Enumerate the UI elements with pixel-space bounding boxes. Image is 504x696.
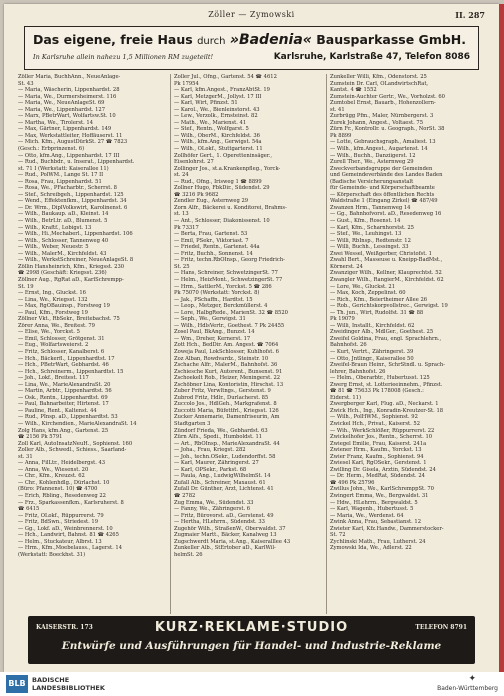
directory-entry: St. 43 <box>18 80 34 87</box>
directory-entry: — Max, RgOBauinsp., Forstweg 19 <box>18 303 110 310</box>
directory-entry: — Rud., PInsp. aD., Lippenhardtst. 53 <box>18 414 118 421</box>
directory-entry: Zufall Alb., Schreiner, Maxaust. 61 <box>174 479 266 486</box>
directory-entry: — Paula, Ang., LudwigWilhelmSt. 14 <box>174 473 271 480</box>
directory-entry: Zwickel Hch., Privat., Kaiserst. 52 <box>330 420 421 427</box>
directory-entry: Zoz Alban, Rowdvardz., Steinstr. 10 <box>174 355 269 362</box>
directory-entry: — Wilh., Baukaup. aD., Kleinst. 14 <box>18 211 109 218</box>
directory-entry: — Wilh., kfm.Angest., Augartenst. 14 <box>330 146 428 153</box>
directory-entry: — Hertha, HLehrrn., Südendst. 33 <box>174 519 265 526</box>
ad-bottom-title: KURZ·REKLAME·STUDIO <box>154 620 349 635</box>
directory-entry: Zymowski Ida, We., Adlerst. 22 <box>330 545 412 552</box>
directory-entry: Zweckverbandsgruppe der Gemeinden <box>330 165 433 172</box>
directory-entry: — Dr. Herm., MedRat, Südendst. 24 <box>330 473 425 480</box>
directory-entry: Zweifel Goldina, Frau, engl. Sprachlehrn., <box>330 335 442 342</box>
directory-entry: (Badische Versicherungsanstalt <box>330 178 414 185</box>
directory-entry: — Martin, Arbtr., Lippenhardtst. 56 <box>18 388 112 395</box>
directory-entry: ☎ 3216 Pk 9682 <box>174 191 219 198</box>
directory-entry: Zöller Maria, BuchhAnn., NeueAnlage- <box>18 74 121 80</box>
ad-brand: »Badenia« <box>229 32 312 48</box>
directory-entry: Zoller Jul., Ofng., Gartenst. 54 ☎ 4612 <box>174 74 277 80</box>
blb-logo[interactable]: BLB <box>6 675 28 693</box>
directory-entry: st. 41 <box>330 106 345 113</box>
page-header-title: Zöller — Zymowski <box>208 10 295 19</box>
page-header <box>18 10 485 22</box>
directory-entry: Zöllin Hansheinrich, Kfm., Kriegsst. 230 <box>18 263 125 270</box>
directory-entry: — Lore, We., Gluckst. 21 <box>330 283 396 290</box>
directory-entry: Zosel Paul, BkAng., Bunzst. 14 <box>174 329 255 336</box>
directory-entry: Zöllner Aug., RgRat aD., KarlSchrempp- <box>18 276 124 283</box>
directory-entry: — Maria, Wäscherin, Lippenhardst. 28 <box>18 87 120 94</box>
directory-entry: Zwier Franz, Kaufm., Sophienst. 94 <box>330 453 424 460</box>
directory-entry: — Wm., Dreher, Kernerst. 17 <box>174 335 251 342</box>
directory-entry: — Maria, We., Lippenhardst. 127 <box>18 106 106 113</box>
directory-entry: Zumtobel Ernst, Bauarb., Hohenzollern- <box>330 100 436 107</box>
directory-entry: — Math., We., Marienst. 41 <box>174 119 247 126</box>
directory-entry: Zwiener Hrm., Kaufm., Yorckst. 13 <box>330 447 422 454</box>
library-name-line-1: BADISCHE <box>32 676 70 684</box>
ad-subline: In Karlsruhe allein nahezu 1,5 Millionen RM zugeteilt! <box>33 53 214 61</box>
ad-bottom-address: KAISERSTR. 173 <box>36 624 93 631</box>
directory-entry: Zündorf Frieda, We., Gebhardst. 63 <box>174 427 268 434</box>
directory-entry: — Chr., Kohlenhdlg., Dürlachst. 10 <box>18 479 110 486</box>
directory-entry: — Karol., We., Bienleinstorst. 43 <box>174 106 260 113</box>
kurz-reklame-advertisement <box>28 616 475 664</box>
directory-entry: Eiderst. 11) <box>330 394 361 401</box>
directory-entry: — Kurt, Vertrt., Zähringerst. 39 <box>330 348 414 355</box>
directory-entry: für Gemeinde- und Körperschaftbeamte <box>330 185 435 192</box>
directory-entry: Zwahl Bert., Masseuse u. Kneipp-BadMst., <box>330 257 443 264</box>
directory-entry: — Maria, We., Durmersheimerst. 116 <box>18 93 117 100</box>
directory-entry: — Max, Koch, Zeppelinst. 60 <box>330 290 406 297</box>
directory-entry: — Lina, We., MarieAlexandraSt. 20 <box>18 381 111 388</box>
directory-entry: Zwanziger Wilh., Kellner, Klauprechtst. 52 <box>330 270 442 277</box>
directory-entry: — Paul, Kfm., Forstweg 19 <box>18 309 88 316</box>
directory-entry: — Hch., Bäckerfl., Lippenhardtst. 17 <box>18 355 115 362</box>
directory-column-3 <box>330 74 479 614</box>
directory-entry: Zollhöfer Gert., 1. Operetteninsäger., <box>174 152 273 159</box>
directory-entry: Zürn Fr., Kontrollr. u. Geograph., NorSt. 38 <box>330 126 445 133</box>
directory-entry: — Stef., Schreibgeh., Lippenhardst. 125 <box>18 191 124 198</box>
directory-entry: und Gemeindeverbände des Landes Baden <box>330 172 443 179</box>
directory-entry: Pk 73317 <box>174 224 199 231</box>
directory-entry: Zendler Eug., Asternweg 29 <box>174 198 249 205</box>
directory-entry: (Werkstatt: Boeckhst. 31) <box>18 551 86 558</box>
directory-entry: Zug Emma, We., Südendst. 33 <box>174 499 254 506</box>
directory-entry: Zschöbner Lina, Kontoristin, Hirschst. 13 <box>174 381 284 388</box>
directory-entry: Zürn Alfs., Spedi., Humboldst. 11 <box>174 434 263 441</box>
directory-entry: Zwangler Wilh., RangierM., Kirchfeldst. 62 <box>330 276 444 283</box>
directory-entry: — Otto, kfm.Ang., Lippenhardst. 17 III <box>18 152 120 159</box>
directory-entry: — Rob., Gerichtskorpvollstrec., Gerwigst. 19 <box>330 303 448 310</box>
directory-entry: — Osk., Rentn., Lippenhardtst. 69 <box>18 394 108 401</box>
directory-entry: — Karl, Maurer, Zähringerst. 27 <box>174 460 259 467</box>
directory-entry: st. 13 <box>174 211 189 218</box>
ad-headline-post: Bausparkasse GmbH. <box>316 32 466 47</box>
badenia-advertisement <box>24 26 479 70</box>
directory-entry: — Rud., Ofng., Irisweg 1 ☎ 8899 <box>174 178 262 185</box>
directory-entry: Stadtgarten 3 <box>174 420 211 427</box>
directory-entry: — Mich. Kfm., AugustDürkSt. 27 ☎ 7823 <box>18 139 128 146</box>
ad-bottom-tagline: Entwürfe und Ausführungen für Handel- und Industrie-Reklame <box>61 640 442 652</box>
directory-entry: Zuccolo Jos., HdlGeh., Markgrafenst. 8 <box>174 401 277 408</box>
directory-entry: helmSt. 26 <box>174 551 203 558</box>
directory-entry: — Wilh., PolHWM., Sophienst. 92 <box>330 414 418 421</box>
directory-entry: ☎ 496 Pk 25796 <box>330 479 375 486</box>
directory-entry: Zorn Alfr., Bäckerei u. Konditorei, Brahms- <box>174 204 287 211</box>
directory-entry: ☎ 2998 (Geschäft: Kriegsst. 236) <box>18 270 107 277</box>
directory-entry: Zwickelhofer Jos., Rentn., Scherrst. 10 <box>330 434 433 441</box>
page-number: II. 287 <box>455 10 485 20</box>
directory-entry: — Chr., Kfm., Kreuzst. 62 <box>18 473 85 480</box>
library-footer-bar <box>0 672 504 696</box>
directory-entry: Zwick Hch., Ing., Konradin-Kreutzer-St. 18 <box>330 407 444 414</box>
directory-entry: — Hrm., SattlerM., Yorckst. 5 ☎ 286 <box>174 283 272 290</box>
directory-entry: — Wilh., BetrLtr. aD., Blumenst. 5 <box>18 218 108 225</box>
directory-entry: — Rich., Kfm., Beiertheimer Allee 26 <box>330 296 428 303</box>
directory-entry: — Körperschaft des öffentlichen Rechts <box>330 191 435 198</box>
directory-entry: St. 72 <box>330 532 346 539</box>
directory-entry: — Erich, Rbling., Resedenweg 22 <box>18 493 106 499</box>
directory-entry: — Hch., PBetrWart, Gebhardst. 46 <box>18 362 109 369</box>
directory-entry: — Wilh., OLokf., Stuttgarterst. 11 <box>174 146 263 153</box>
directory-entry: — Friedel, Rentn., Gartenst. 44a <box>174 244 260 251</box>
directory-entry: Zott Hch., BedDir. Am. Angest. ☎ 7064 <box>174 342 279 349</box>
directory-entry: Zoller Alb., Schwedl., Schiess., Saarland- <box>18 447 127 454</box>
directory-entry: — Gust., Kfm., Rosenst. 14 <box>330 218 401 225</box>
directory-entry: Pk 19079 <box>330 316 355 323</box>
directory-entry: — Gg., Lokf. aD., Weinbrennerst. 10 <box>18 525 113 532</box>
directory-entry: — Wilh., MalerM., Kirchfeldst. 43 <box>18 250 107 257</box>
directory-entry: Zschiesche Kurt, Autorent., Bunsenst. 91 <box>174 368 283 375</box>
directory-entry: Zwink Anna, Frau, Sebastianst. 12 <box>330 519 421 526</box>
directory-entry: — Wilh., WerkstSchreiner, NeueAnlageSt. 8 <box>18 257 134 264</box>
directory-entry: Zwergberger Karl, Flug. aD., Neckarst. 1 <box>330 401 439 408</box>
directory-entry: Waldstraße 1 (Eingang Zirkel) ☎ 487/49 <box>330 198 438 205</box>
directory-entry: — Pauline, Rent., Kaltenst. 44 <box>18 407 97 414</box>
directory-entry: — Ant., Schlosser, Diakonissenst. 10 <box>174 218 270 225</box>
directory-entry: — Maria, We., NeueAnlageSt. 69 <box>18 100 105 107</box>
directory-entry: Zychlinski Math., Frau, Lutherst. 24 <box>330 538 426 545</box>
directory-entry: — Max, Gärtner, Lippenhardst. 149 <box>18 126 112 133</box>
directory-entry: — Elise, We., Yorckst. 5 <box>18 329 80 336</box>
column-divider <box>326 74 327 614</box>
directory-entry: — Fritz, techn.RbOInsp., Georg Friedrich- <box>174 257 285 264</box>
directory-entry: — Berta, Frau, Gartenst. 53 <box>174 231 248 238</box>
directory-entry: Zufall Dr. Günther, Arzt, Lichtenst. 41 <box>174 486 274 493</box>
directory-entry: — Wilh., OberM., Kirchfeldst. 36 <box>174 132 260 139</box>
directory-columns <box>16 74 487 614</box>
directory-entry: — Willi, Buchh., Lessingst. 33 <box>330 244 409 251</box>
directory-entry: — Karl, Wagenb., Hubertusst. 5 <box>330 506 414 513</box>
directory-entry: — Wilh., Hi.,Mechaberl., Lippenhardst. 106 <box>18 231 133 238</box>
directory-entry: — Art., RbOInsp., MarieAlexandraSt. 44 <box>174 440 280 447</box>
directory-entry: Zwieter Karl, Kfz.Handw., Dammerstocker- <box>330 525 444 532</box>
directory-entry: — Fritz, OLokf., Rüppurrerst. 79 <box>18 512 104 519</box>
directory-entry: — Willi, RbInsp., Redtenstr. 12 <box>330 237 411 244</box>
directory-entry: Bahnhofst. 26 <box>330 342 367 349</box>
directory-entry: — Karl, kfm.Angest., FranzAbtSt. 19 <box>174 87 270 94</box>
directory-entry: — Willi, Installt., Kirchfeldst. 62 <box>330 322 415 329</box>
directory-entry: Zuccotti Maria, Büfettfrl., Kriegsst. 126 <box>174 407 279 414</box>
directory-entry: — Maria, We., Werdenst. 64 <box>330 512 404 519</box>
directory-entry: — Wilh., Schlosser, Tannenweg 40 <box>18 237 109 244</box>
directory-entry: Eisenlohrst. 27 <box>174 159 214 166</box>
directory-entry: st. 24 <box>174 172 189 179</box>
directory-entry: — Emil, PSekr., Viktoriast. 7 <box>174 237 249 244</box>
directory-entry: st. 71 I (Werkstatt: Kaiserallee 11) <box>18 165 109 172</box>
library-name <box>32 676 105 692</box>
directory-entry: — Lotte, Gebrauchsgraph., Amaliest. 13 <box>330 139 436 146</box>
directory-entry: ☎ 2782 <box>174 493 196 499</box>
directory-entry: Zschoekelt Rob., Heizer, Meningerst. 22 <box>174 375 281 382</box>
directory-entry: — Anna, We., Wiesenst. 20 <box>18 466 89 473</box>
directory-entry: — Gg., Bahnhofvorst. aD., Resedenweg 16 <box>330 211 442 218</box>
ad-address: Karlsruhe, Karlstraße 47, Telefon 8086 <box>273 52 470 62</box>
directory-entry: Zuber Fritz, Verwltngs., Gerstenst. 9 <box>174 388 271 395</box>
directory-entry: — Ernst, Ing., Gluckst. 16 <box>18 290 86 297</box>
directory-entry: Zoll Karl, AutoInsatzNeuH., Sophienst. 160 <box>18 440 133 447</box>
directory-entry: — Max, Werkstattleiter, Hoffäuserst. 11 <box>18 132 123 139</box>
directory-entry: Pk 75070 (Werkstatt: Yorckst. 8) <box>174 290 260 297</box>
directory-entry: Zschache Alfr., MalerM., Bahnhofst. 36 <box>174 362 278 369</box>
ad-headline <box>33 32 466 48</box>
directory-entry: — Karl, OPSekr., Parkst. 68 <box>174 466 247 473</box>
state-emblem-icon: ✦ <box>468 674 476 684</box>
book-edge <box>499 4 504 672</box>
directory-entry: — Lina, We., Kriegsst. 132 <box>18 296 88 303</box>
directory-entry: Zoweja Paul, LokSchlosser, Kuhlhofst. 6 <box>174 348 279 355</box>
ad-bottom-phone: TELEFON 8791 <box>415 624 467 631</box>
directory-entry: Pk 17954 <box>174 80 199 87</box>
directory-entry: — Dr. Wrm., DiplVolkswirt, Karolinenst. 6 <box>18 204 128 211</box>
directory-entry: — Anna, FilLtr., Heidelbergst. 43 <box>18 460 106 467</box>
directory-entry: (Büro: Pfannenst. 10) ☎ 4700 <box>18 486 98 493</box>
directory-entry: — Wilh., kfm.Ang., Gerwigst. 54a <box>174 139 262 146</box>
directory-entry: ☎ 2156 Pk 5791 <box>18 434 63 441</box>
directory-entry: Zumstein Dr. Carl, OLandwirtschRat, <box>330 80 429 87</box>
directory-entry: Zöllner Vkt., RbSekr., Breitebachst. 75 <box>18 316 120 323</box>
directory-entry: — Emil, Schlosser, Grötgenst. 31 <box>18 335 105 342</box>
directory-entry: — Wih., WerkSchlößer, Rüppurrerst. 22 <box>330 427 435 434</box>
directory-entry: — Rosa, We., PFacharbtr., Scherrst. 8 <box>18 185 117 192</box>
directory-entry: — Martha, We., Tirolerst. 14 <box>18 119 94 126</box>
directory-entry: — Seph., We., Gerwigst. 31 <box>174 316 246 323</box>
directory-entry: Zweifel-Braun Heinr., SchrStndl. u. Sprach- <box>330 362 445 369</box>
directory-entry: Zwiegel Emilie, Frau, Kaiserst. 241a <box>330 440 427 447</box>
directory-entry: Zugschwerdt Maria, st.Ang., Kaiseralllee 43 <box>174 538 291 545</box>
directory-entry: Kantst. 4 ☎ 1552 <box>330 87 377 94</box>
directory-entry: Zwanzen Hrm., Tannenweg 14 <box>330 204 411 211</box>
directory-entry: — Paul, Bahnarbeiter, Hirtenst. 17 <box>18 401 109 408</box>
directory-entry: Zwei Wessel, Weißgerber, Christofst. 1 <box>330 250 432 257</box>
directory-entry: Zunkeller Alb., StErtober aD., KarlWil- <box>174 545 276 552</box>
state-logo[interactable] <box>426 674 498 694</box>
directory-entry: — Wilh., Kraftf., Lobigst. 13 <box>18 224 92 231</box>
directory-entry: st. 31 <box>18 453 33 460</box>
directory-entry: Zunkeller Willi, Kfm., Odenstorst. 25 <box>330 74 427 80</box>
directory-entry: — Eug., Wolfartsweierst. 2 <box>18 342 89 349</box>
directory-entry: — Leop., Metzger, Berckmüllerst. 4 <box>174 303 268 310</box>
directory-entry: Zwerg Ernst, st. Lotterieeinnehm., Pfinzst. <box>330 381 443 388</box>
directory-entry: — Lew., Verzolk., Ernsteinst. 82 <box>174 113 258 120</box>
directory-entry: — Karl, Kfm., Scharnhorstst. 25 <box>330 224 414 231</box>
directory-entry: — Frz., Sparkassenfkm., Karlsruherst. 8 <box>18 499 124 506</box>
directory-entry: — Hans, Schreiner, SchwetzingerSt. 77 <box>174 270 278 277</box>
directory-entry: — Karl, MetzgerM., Jollyst. 17 III <box>174 93 262 100</box>
directory-entry: Zurbrügg Pfm., Maler, Nürnbergerst. 3 <box>330 113 434 120</box>
directory-entry: — Hrm., Kfm.,Moebelauss., Lagerst. 14 <box>18 545 123 552</box>
ad-headline-pre: Das eigene, freie Haus <box>33 32 193 47</box>
directory-entry: Zweidinger Alb., MdlGer., Goethest. 25 <box>330 329 434 336</box>
directory-entry: — Wilh., Kirchendien., MarieAlexandraSt. 14 <box>18 420 137 427</box>
directory-entry: — Helm., Stuckateur, Albrst. 13 <box>18 538 102 545</box>
directory-entry: Zollinger Jos., st.a.Krankenpfleg., Yorck- <box>174 165 281 172</box>
ad-headline-durch: durch <box>197 36 226 47</box>
directory-entry: Pk 8899 <box>330 132 352 139</box>
directory-entry: — Fanny, We., Zähringerst. 6 <box>174 506 251 513</box>
directory-entry: — Lore, HalbgRede., MarienSt. 32 ☎ 8520 <box>174 309 288 316</box>
directory-entry: Zolg Hans, kfm.Ang., Gartenst. 25 <box>18 427 109 434</box>
directory-entry: — Rud., PolWM., Lange St. 17 II <box>18 172 104 179</box>
directory-entry: — Fritz, Schlosser, Kanalberst. 6 <box>18 348 105 355</box>
directory-entry: — Marx, PBetrWart, Wolfartsw.St. 10 <box>18 113 116 120</box>
directory-entry: Zwingert Emma, We., Bergwaldst. 31 <box>330 493 429 499</box>
directory-entry: — Hdw., HLehrrn., Bergwaldst. 5 <box>330 499 418 506</box>
directory-entry: Zurell Ther., We., Asternweg 29 <box>330 159 414 166</box>
directory-column-1 <box>18 74 167 614</box>
directory-entry: (Gesch.: Erbprinzenst. 6) <box>18 146 85 153</box>
directory-entry: St. 19 <box>18 283 34 290</box>
directory-entry: — Fritz, BdSwn., Striedest. 19 <box>18 519 98 526</box>
directory-entry: — Joha., Frau, Kriegst. 282 <box>174 447 246 454</box>
directory-entry: Zwiesel Karl, RgOSekr., Gerstenst. 1 <box>330 460 427 467</box>
directory-entry: — Stef., Rentn., Wolfgarst. 5 <box>174 126 249 133</box>
directory-entry: — Wend., Effektenfkm., Lippenhardst. 34 <box>18 198 127 205</box>
directory-entry: ☎ 81 ☎ 75633 Pk 178008 (Gesch.: <box>330 388 424 395</box>
directory-entry: ☎ 6415 <box>18 506 40 513</box>
directory-entry: — Joh., Lokf., Breitest. 117 <box>18 375 89 382</box>
directory-entry: — Rosa, Frau, Lippenhardst. 51 <box>18 178 102 185</box>
directory-page <box>4 4 499 672</box>
directory-entry: Körnerst. 24 <box>330 263 363 270</box>
directory-entry: Zwillus John., We., KarlSchremppSt. 70 <box>330 486 434 493</box>
directory-entry: Zugehör Wilh., StraßenW., Oberwaldst. 37 <box>174 525 286 532</box>
directory-entry: St. 25 <box>174 263 190 270</box>
directory-entry: — Stef., We., Leuhingst. 13 <box>330 231 402 238</box>
directory-entry: — Rud., Buchbdr., u. Inserat., Lippenhardst. <box>18 159 135 166</box>
directory-entry: — Karl, Wirt, Pfinzst. 51 <box>174 100 238 107</box>
directory-entry: Zollner Hugo, FbkDir., Südendst. 29 <box>174 185 270 192</box>
column-divider <box>170 74 171 614</box>
directory-entry: — Helm., HeizMont., SchwetzingerSt. 77 <box>174 276 283 283</box>
directory-entry: Zugmaier Martt., Bäcker, Kanalweg 13 <box>174 532 277 539</box>
directory-entry: Zumstein-Auchter Gertr., We., Vorholzst. 60 <box>330 93 445 100</box>
directory-entry: Zörer Anna, We., Breitest. 79 <box>18 322 95 329</box>
directory-entry: — Hch., Schreinerm., Lippenhardtst. 15 <box>18 368 124 375</box>
directory-entry: Zubrod Fritz, Hdlr., Durlacherst. 85 <box>174 394 269 401</box>
library-name-line-2: LANDESBIBLIOTHEK <box>32 684 105 692</box>
directory-entry: — Helm., Oberarbtr., Hubertusst. 125 <box>330 375 430 382</box>
directory-entry: — Fritz, Buchh., Sonnenst. 14 <box>174 250 253 257</box>
directory-entry: Zucker Annemarie, Damenfriseurin, Am <box>174 414 280 421</box>
directory-entry: — Hch., Landwirt, Bahnst. 81 ☎ 4265 <box>18 532 119 539</box>
directory-entry: — Wilh., Buchh., Danziigerst. 12 <box>330 152 416 159</box>
directory-entry: — Th. jun., Wirt, Rudolfst. 31 ☎ 88 <box>330 309 424 316</box>
directory-entry: Zwilling Dr. Gisela, Ärztin, Südendst. 24 <box>330 466 436 473</box>
directory-entry: — Wilh., Weber, Neuestr. 5 <box>18 244 89 251</box>
directory-entry: — Wilh., HdlsVertr., Goethest. 7 Pk 24455 <box>174 322 285 329</box>
directory-entry: — Fritz, Bürovorst. aD., Gerstenst. 49 <box>174 512 274 519</box>
directory-column-2 <box>174 74 323 614</box>
directory-entry: lehrer, Bahnhofst. 26 <box>330 368 386 375</box>
directory-entry: — Joh., techn.OSekr., Ludendorffst. 58 <box>174 453 276 460</box>
directory-entry: — Otto, Jntlingr., Kaiserallee 50 <box>330 355 414 362</box>
state-name: Baden-Württemberg <box>437 685 498 692</box>
directory-entry: — Jak., PSchaffn., Hardtst. 15 <box>174 296 253 303</box>
directory-entry: Zurek Johann, Angest., Voltaest. 75 <box>330 119 424 126</box>
